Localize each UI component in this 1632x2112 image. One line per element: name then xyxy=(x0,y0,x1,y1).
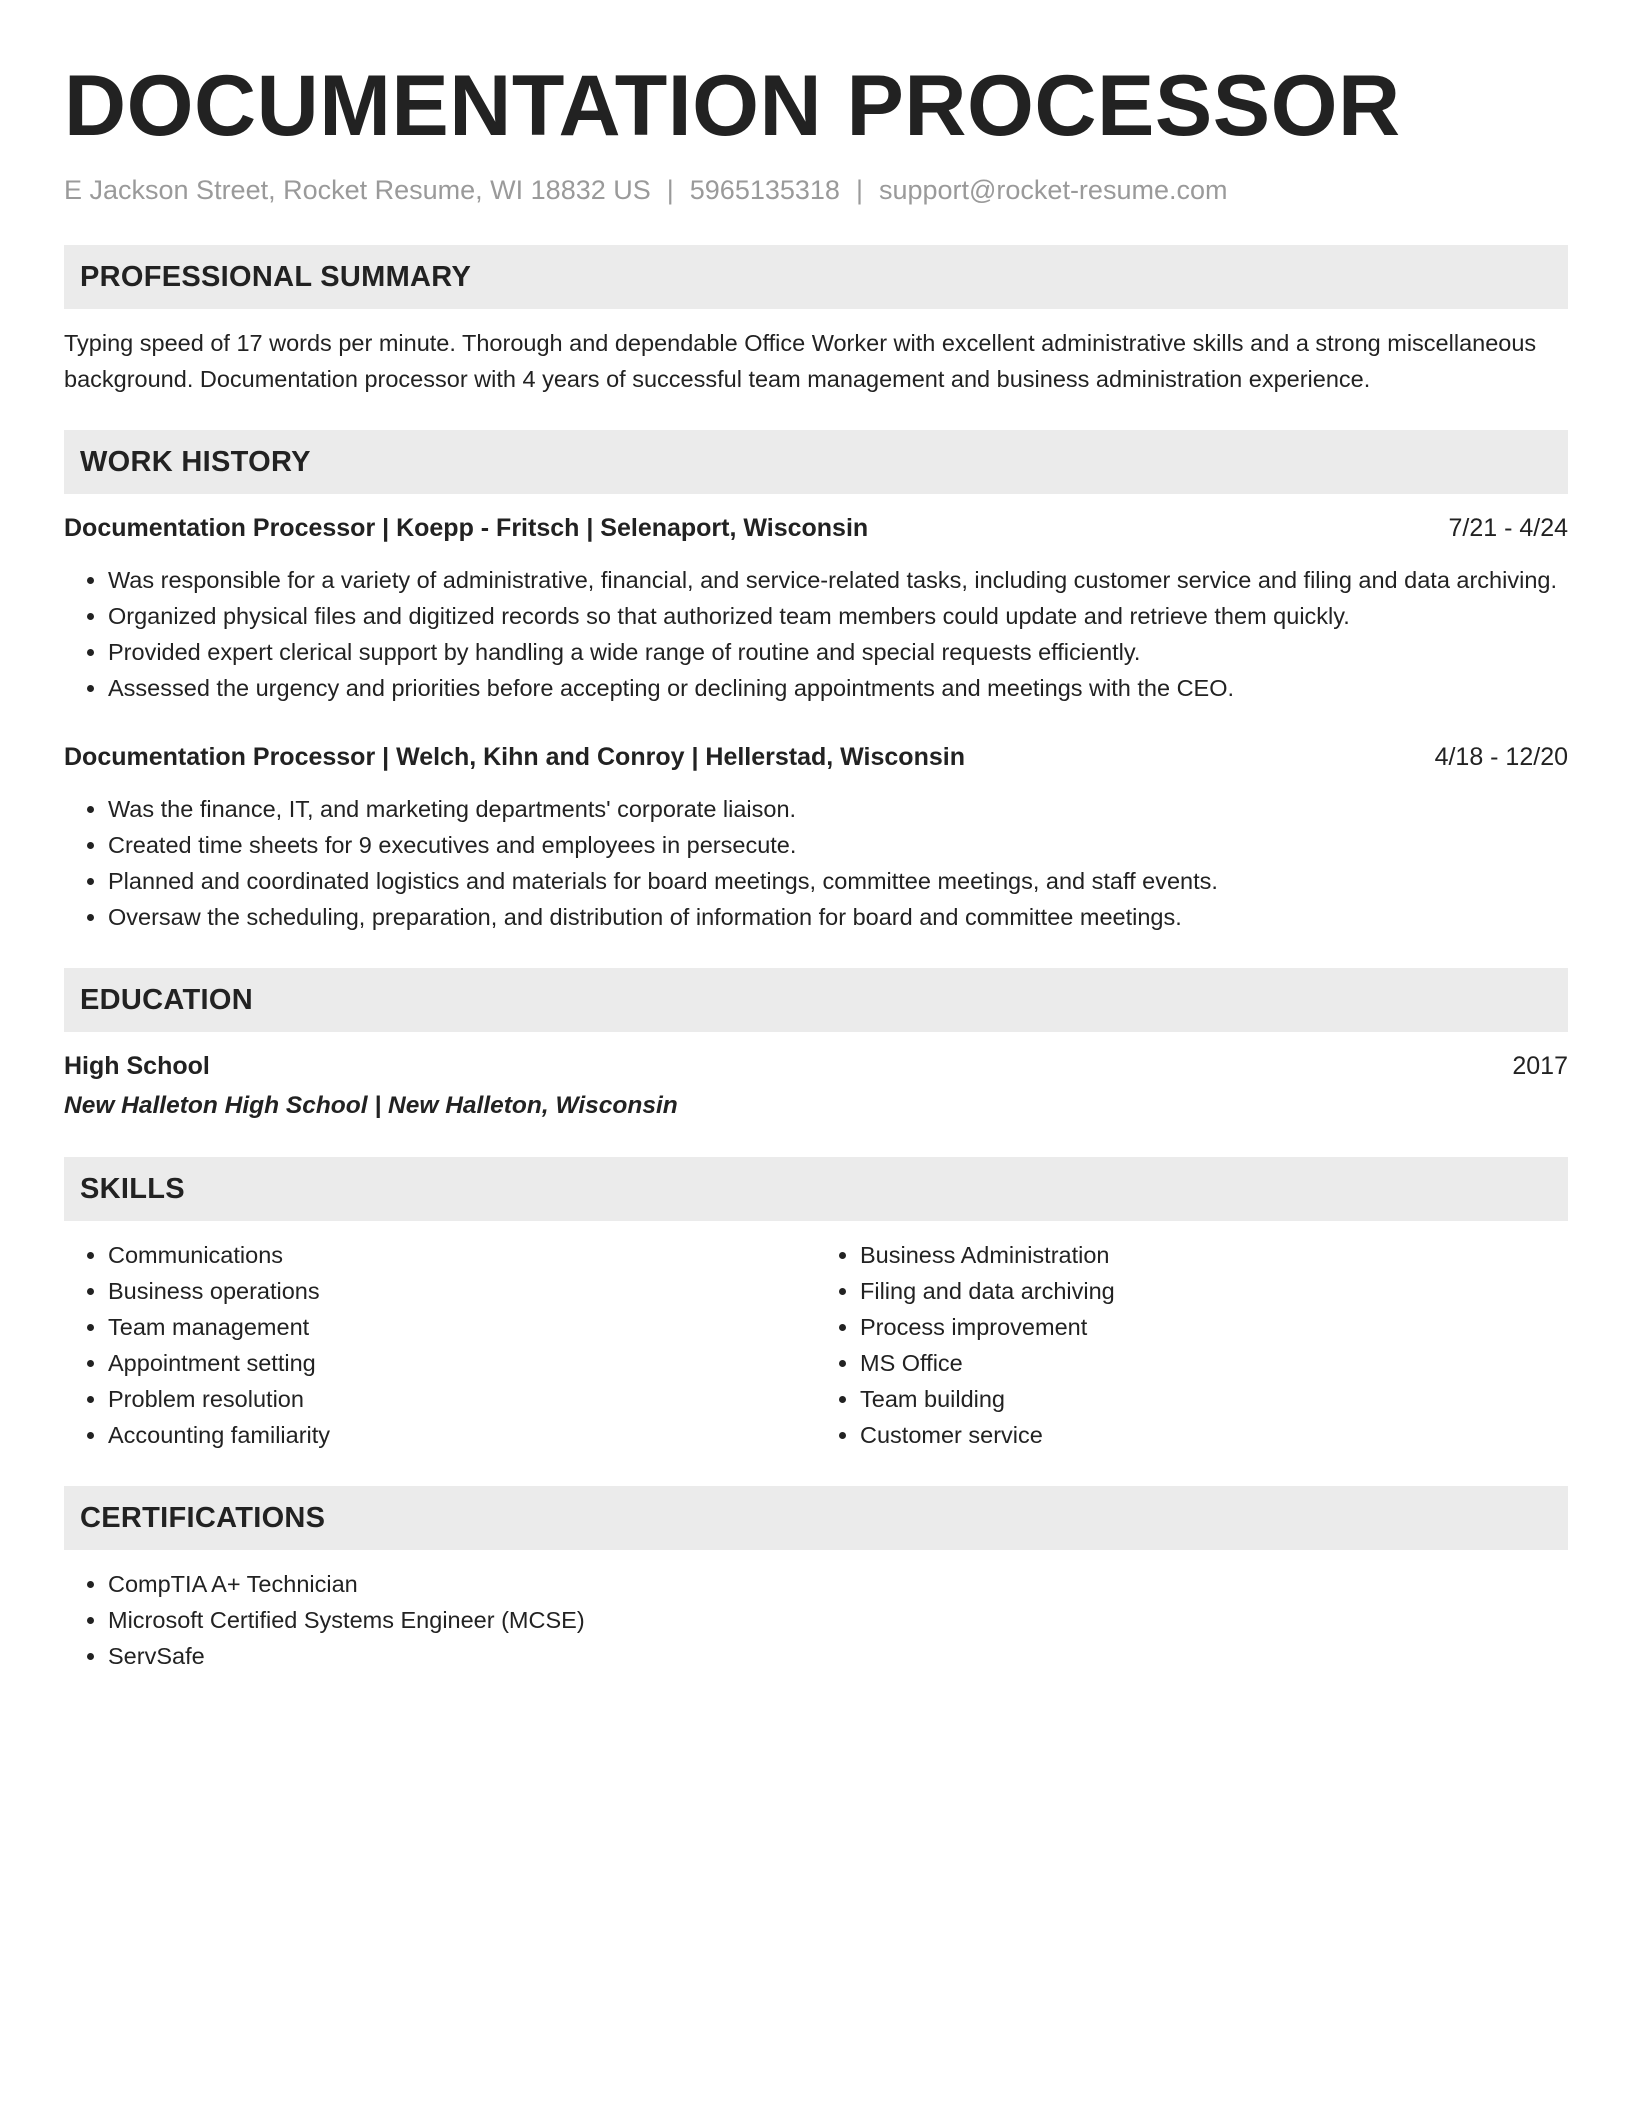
contact-line xyxy=(64,172,1568,208)
certifications-list xyxy=(64,1566,1568,1674)
list-item: • Planned and coordinated logistics and materials for board meetings, committee meetings, and staff events. xyxy=(108,863,1568,899)
resume-page xyxy=(64,0,1568,1674)
skill-item: • Appointment setting xyxy=(108,1345,816,1381)
skill-item: • Accounting familiarity xyxy=(108,1417,816,1453)
certification-item: • CompTIA A+ Technician xyxy=(108,1566,1568,1602)
section-heading-skills: SKILLS xyxy=(64,1157,1568,1221)
education-school: New Halleton High School | New Halleton, Wisconsin xyxy=(64,1092,678,1119)
skill-item: • Team management xyxy=(108,1309,816,1345)
job-entry xyxy=(64,510,1568,706)
address: E Jackson Street, Rocket Resume, WI 18832 US xyxy=(64,175,651,205)
skill-item: • Process improvement xyxy=(860,1309,1568,1345)
job-entry xyxy=(64,739,1568,935)
education-year: 2017 xyxy=(1512,1052,1568,1080)
separator: | xyxy=(855,175,863,205)
list-item: • Was the finance, IT, and marketing departments' corporate liaison. xyxy=(108,791,1568,827)
job-heading: Documentation Processor | Koepp - Fritsch | Selenaport, Wisconsin xyxy=(64,514,869,542)
skill-item: • Team building xyxy=(860,1381,1568,1417)
job-dates: 7/21 - 4/24 xyxy=(1448,514,1568,542)
job-dates: 4/18 - 12/20 xyxy=(1434,743,1568,771)
list-item: • Organized physical files and digitized records so that authorized team members could update and retrieve them quickly. xyxy=(108,598,1568,634)
job-header xyxy=(64,510,1568,546)
skills-grid xyxy=(64,1237,1568,1453)
list-item: • Provided expert clerical support by handling a wide range of routine and special requests efficiently. xyxy=(108,634,1568,670)
section-heading-summary: PROFESSIONAL SUMMARY xyxy=(64,245,1568,309)
certification-item: • ServSafe xyxy=(108,1638,1568,1674)
skill-item: • Problem resolution xyxy=(108,1381,816,1417)
skill-item: • MS Office xyxy=(860,1345,1568,1381)
certification-item: • Microsoft Certified Systems Engineer (MCSE) xyxy=(108,1602,1568,1638)
skill-item: • Business operations xyxy=(108,1273,816,1309)
education-header xyxy=(64,1048,1568,1084)
list-item: • Assessed the urgency and priorities before accepting or declining appointments and meetings with the CEO. xyxy=(108,670,1568,706)
skill-item: • Filing and data archiving xyxy=(860,1273,1568,1309)
skill-item: • Business Administration xyxy=(860,1237,1568,1273)
skill-item: • Customer service xyxy=(860,1417,1568,1453)
education-entry xyxy=(64,1048,1568,1124)
candidate-name: DOCUMENTATION PROCESSOR xyxy=(64,58,1401,154)
job-heading: Documentation Processor | Welch, Kihn and Conroy | Hellerstad, Wisconsin xyxy=(64,743,965,771)
list-item: • Created time sheets for 9 executives and employees in persecute. xyxy=(108,827,1568,863)
list-item: • Was responsible for a variety of administrative, financial, and service-related tasks, including customer service and filing and data archiving. xyxy=(108,562,1568,598)
skills-column-right xyxy=(816,1237,1568,1453)
section-heading-work-history: WORK HISTORY xyxy=(64,430,1568,494)
job-header xyxy=(64,739,1568,775)
education-degree: High School xyxy=(64,1052,210,1080)
section-heading-education: EDUCATION xyxy=(64,968,1568,1032)
skills-column-left xyxy=(64,1237,816,1453)
phone: 5965135318 xyxy=(689,175,840,205)
separator: | xyxy=(666,175,674,205)
job-duties xyxy=(64,791,1568,935)
section-heading-certifications: CERTIFICATIONS xyxy=(64,1486,1568,1550)
email: support@rocket-resume.com xyxy=(878,175,1228,205)
job-duties xyxy=(64,562,1568,706)
summary-text: Typing speed of 17 words per minute. Thorough and dependable Office Worker with excellent administrative skills and a strong miscellaneous background. Documentation processor with 4 years of successful team management and business administration experience. xyxy=(64,330,1537,392)
list-item: • Oversaw the scheduling, preparation, and distribution of information for board and committee meetings. xyxy=(108,899,1568,935)
skill-item: • Communications xyxy=(108,1237,816,1273)
